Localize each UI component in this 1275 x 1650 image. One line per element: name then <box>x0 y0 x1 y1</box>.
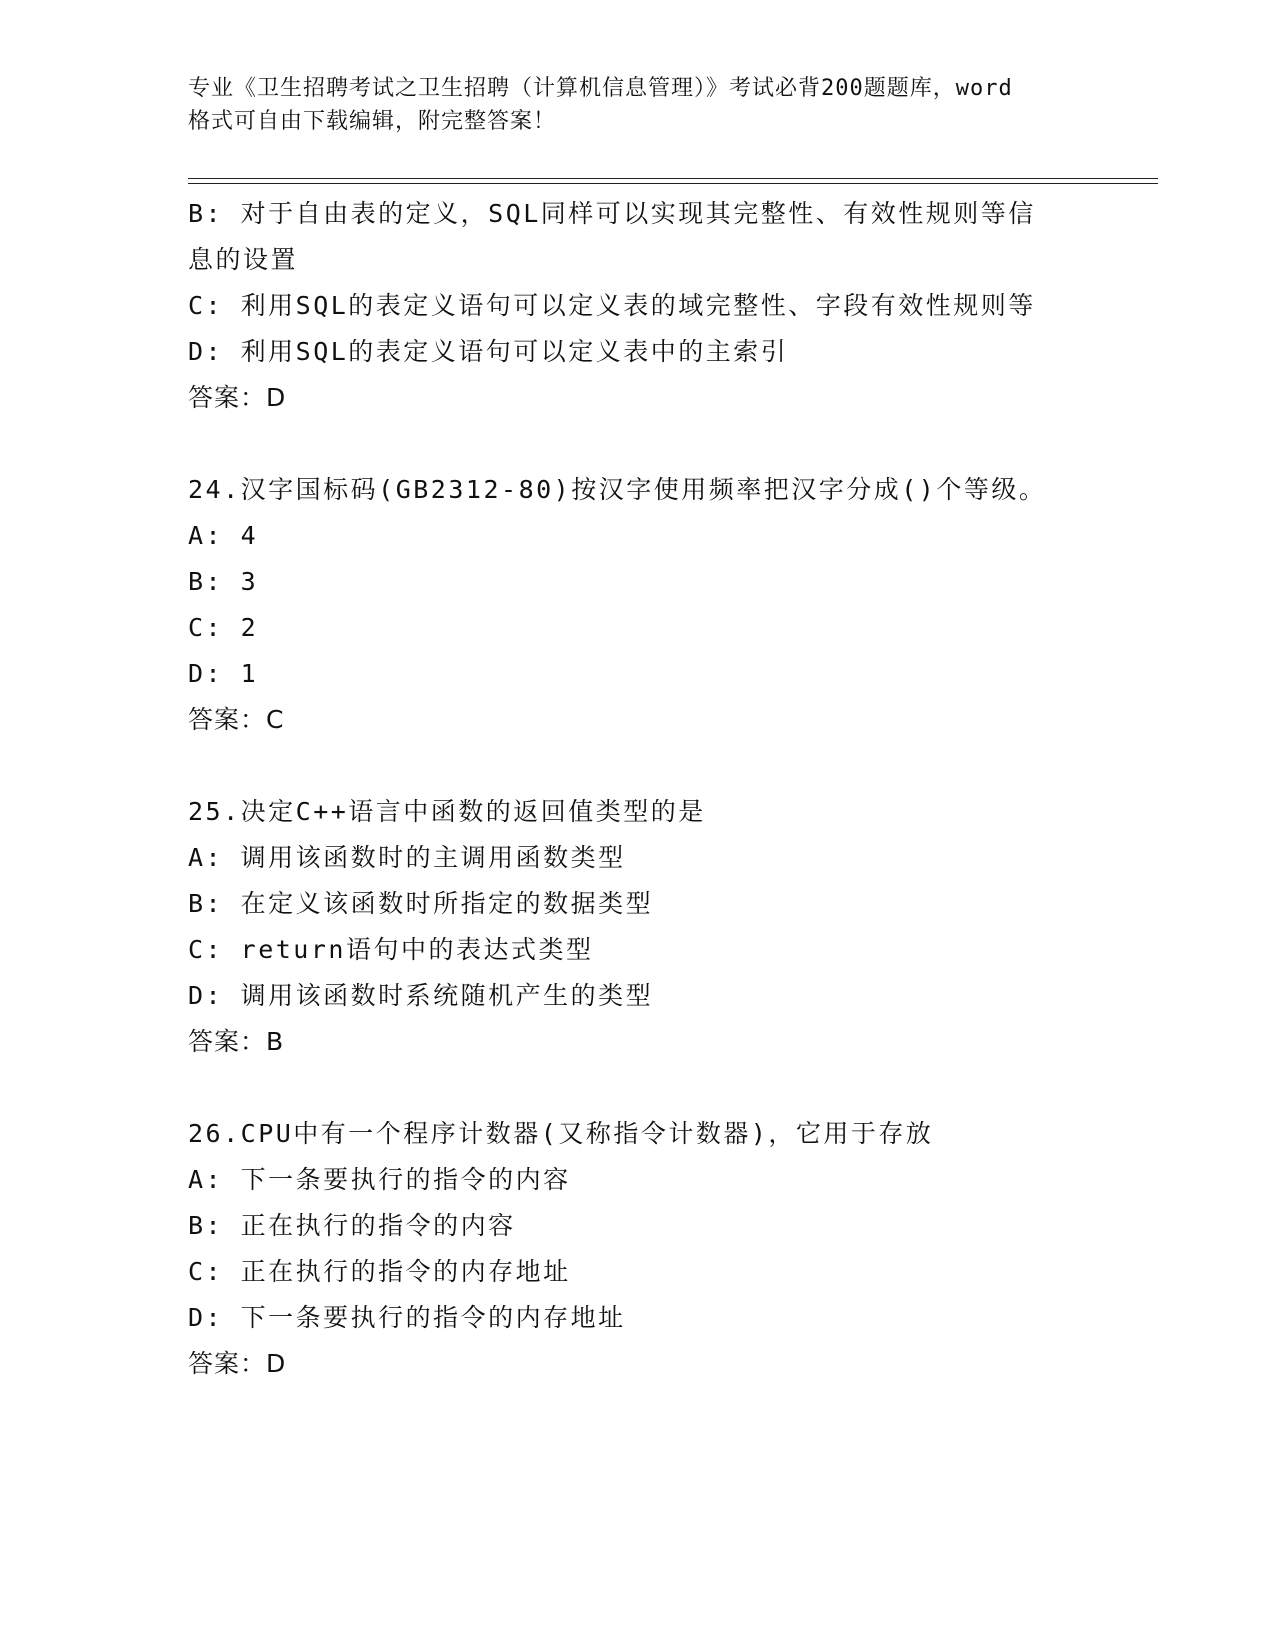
question-stem: 24.汉字国标码(GB2312-80)按汉字使用频率把汉字分成()个等级。 <box>188 475 1047 504</box>
option-a: A: 调用该函数时的主调用函数类型 <box>188 843 626 872</box>
header-divider-bottom <box>188 183 1158 184</box>
option-d: D: 调用该函数时系统随机产生的类型 <box>188 981 654 1010</box>
option-b: B: 正在执行的指令的内容 <box>188 1211 516 1240</box>
question-25 <box>188 789 1088 1065</box>
question-23-continued <box>188 191 1088 421</box>
question-stem: 26.CPU中有一个程序计数器(又称指令计数器)，它用于存放 <box>188 1119 934 1148</box>
spacer <box>188 743 1088 789</box>
question-24 <box>188 467 1088 743</box>
question-26 <box>188 1111 1088 1387</box>
option-a: A: 4 <box>188 521 259 550</box>
answer: 答案：B <box>188 1027 285 1056</box>
question-stem: 25.决定C++语言中函数的返回值类型的是 <box>188 797 706 826</box>
header-line-1: 专业《卫生招聘考试之卫生招聘（计算机信息管理）》考试必背200题题库，word <box>188 76 1013 101</box>
option-c: C: 正在执行的指令的内存地址 <box>188 1257 571 1286</box>
answer: 答案：D <box>188 383 287 412</box>
option-c: C: 2 <box>188 613 259 642</box>
answer: 答案：C <box>188 705 285 734</box>
option-d: D: 下一条要执行的指令的内存地址 <box>188 1303 626 1332</box>
option-b: B: 3 <box>188 567 259 596</box>
spacer <box>188 1065 1088 1111</box>
header-line-2: 格式可自由下载编辑，附完整答案！ <box>188 109 557 134</box>
spacer <box>188 421 1088 467</box>
question-list <box>188 191 1088 1387</box>
option-d: D: 1 <box>188 659 259 688</box>
option-d: D: 利用SQL的表定义语句可以定义表中的主索引 <box>188 337 789 366</box>
option-b-line-1: B: 对于自由表的定义，SQL同样可以实现其完整性、有效性规则等信 <box>188 199 1036 228</box>
answer: 答案：D <box>188 1349 287 1378</box>
option-c: C: 利用SQL的表定义语句可以定义表的域完整性、字段有效性规则等 <box>188 291 1036 320</box>
option-b: B: 在定义该函数时所指定的数据类型 <box>188 889 654 918</box>
option-c: C: return语句中的表达式类型 <box>188 935 594 964</box>
option-a: A: 下一条要执行的指令的内容 <box>188 1165 571 1194</box>
header-divider-top <box>188 178 1158 179</box>
option-b-line-2: 息的设置 <box>188 245 299 274</box>
document-header <box>188 72 1088 138</box>
